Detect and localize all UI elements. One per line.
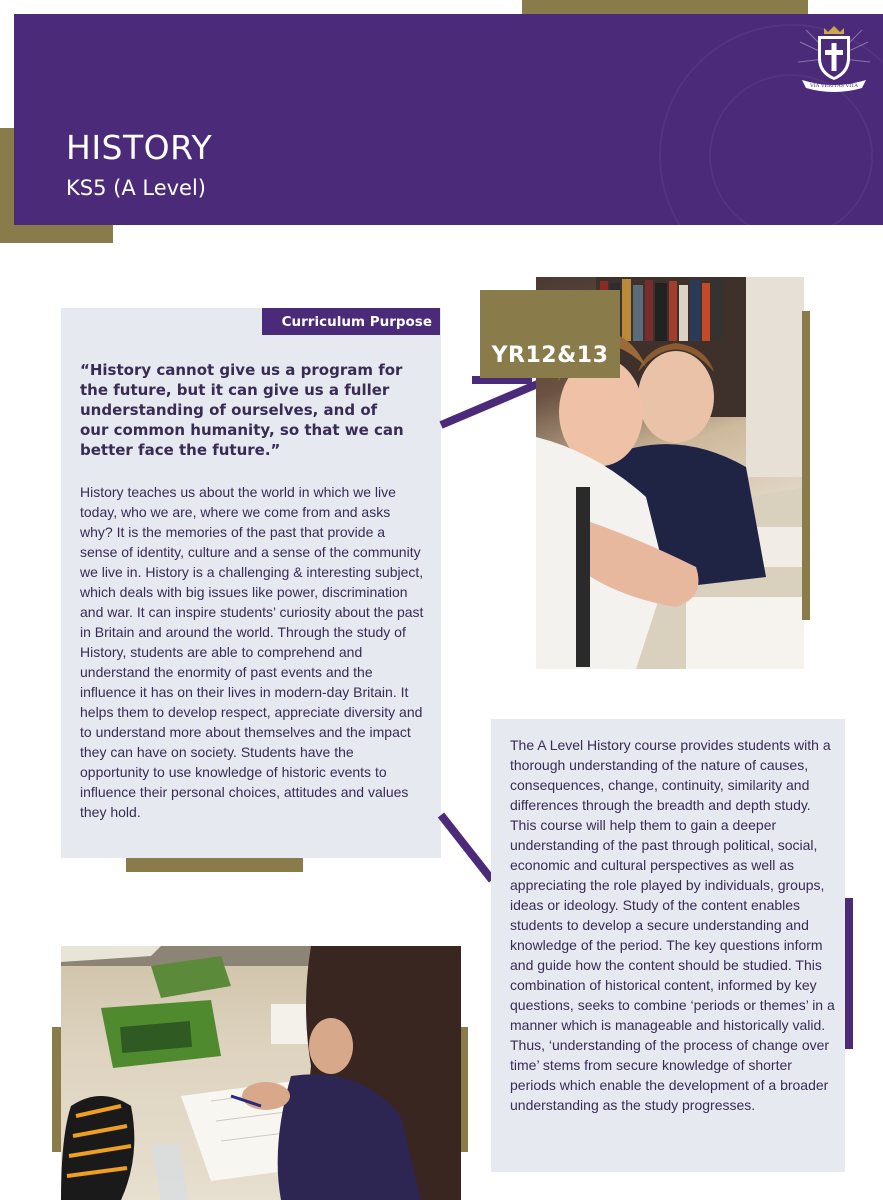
crest-motto: VIA VERITAS VITA <box>810 83 858 89</box>
page-subtitle: KS5 (A Level) <box>66 176 206 200</box>
course-body-text: The A Level History course provides students with a thorough understanding of the nature of causes, consequences, change, continuity, similarity and differences through the breadth and depth study. This course will help them to gain a deeper understanding of the past through political, social, economic and cultural perspectives as well as appreciating the role played by individuals, groups, ideas or ideology. Study of the content enables students to develop a secure understanding and knowledge of the period. The key questions inform and guide how the content should be studied. This combination of historical content, informed by key questions, seeks to combine ‘periods or themes’ in a manner which is manageable and historically valid. Thus, ‘understanding of the process of change over time’ stems from secure knowledge of shorter periods which enable the development of a broader understanding as the study progresses. <box>510 737 835 1113</box>
year-group-badge: YR12&13 <box>480 290 620 378</box>
page-title: HISTORY <box>66 128 213 167</box>
gold-right-strip <box>802 311 810 620</box>
gold-left-strip-2 <box>461 1027 468 1152</box>
purple-right-strip <box>845 898 853 1049</box>
gold-left-strip <box>52 1027 61 1152</box>
curriculum-purpose-label: Curriculum Purpose <box>262 308 440 335</box>
history-quote: “History cannot give us a program for the future, but it can give us a fuller understanding of ourselves, and of our common humanity, so that we can better face the future.” <box>80 361 404 459</box>
student-writing-photo <box>61 946 461 1200</box>
purpose-body-text: History teaches us about the world in which we live today, who we are, where we come from and asks why? It is the memories of the past that provide a sense of identity, culture and a sense of the community we live in. History is a challenging & interesting subject, which deals with big issues like power, discrimination and war. It can inspire students’ curiosity about the past in Britain and around the world. Through the study of History, students are able to comprehend and understand the enormity of past events and the influence it has on their lives in modern-day Britain. It helps them to develop respect, appreciate diversity and to understand more about themselves and the impact they can have on society. Students have the opportunity to use knowledge of historic events to influence their personal choices, attitudes and values they hold. <box>80 484 424 820</box>
